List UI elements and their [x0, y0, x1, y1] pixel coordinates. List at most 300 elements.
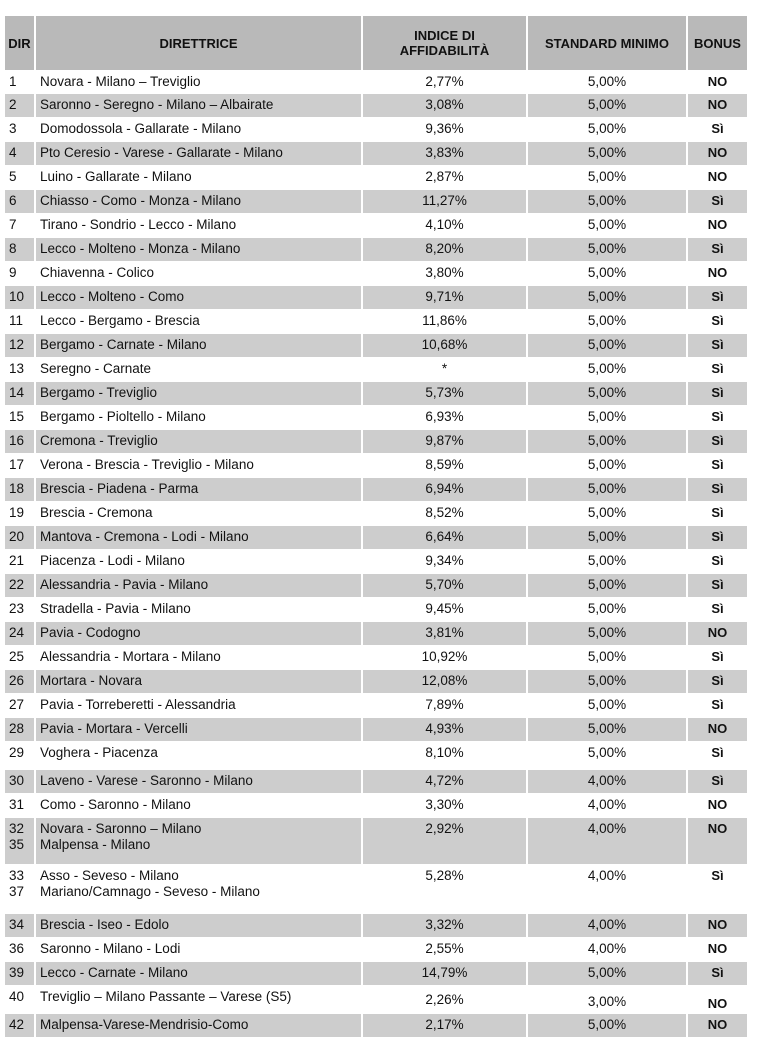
direttrice-cell	[36, 333, 363, 357]
table-row	[5, 525, 747, 549]
dir-cell	[5, 573, 36, 597]
bonus-cell	[688, 189, 747, 213]
dir-cell	[5, 645, 36, 669]
standard-cell	[528, 381, 688, 405]
indice-value: 12,08%	[421, 673, 468, 688]
bonus-value: Sì	[711, 409, 724, 424]
bonus-cell	[688, 985, 747, 1013]
header-standard: STANDARD MINIMO	[528, 16, 688, 70]
indice-value: 5,70%	[425, 577, 464, 592]
indice-value: 7,89%	[425, 697, 464, 712]
bonus-value: Sì	[711, 868, 724, 883]
indice-cell	[363, 213, 528, 237]
indice-cell	[363, 429, 528, 453]
dir-number: 24	[9, 625, 25, 640]
dir-number: 11	[9, 313, 24, 328]
bonus-cell	[688, 693, 747, 717]
direttrice-name: Verona - Brescia - Treviglio - Milano	[40, 457, 254, 472]
dir-number-secondary: 35	[9, 837, 25, 852]
direttrice-cell	[36, 549, 363, 573]
direttrice-name: Pavia - Codogno	[40, 625, 141, 640]
direttrice-name: Malpensa-Varese-Mendrisio-Como	[40, 1017, 249, 1032]
bonus-value: Sì	[711, 457, 724, 472]
bonus-value: NO	[707, 217, 728, 232]
reliability-table	[5, 16, 747, 1037]
direttrice-cell	[36, 309, 363, 333]
table-row	[5, 405, 747, 429]
standard-value: 5,00%	[587, 385, 627, 400]
bonus-cell	[688, 165, 747, 189]
table-row	[5, 189, 747, 213]
direttrice-cell	[36, 693, 363, 717]
bonus-cell	[688, 717, 747, 741]
direttrice-cell	[36, 597, 363, 621]
direttrice-cell	[36, 864, 363, 913]
indice-value: 3,81%	[425, 625, 464, 640]
header-indice-line1: INDICE DI	[414, 28, 475, 43]
dir-number: 42	[9, 1017, 25, 1032]
bonus-value: Sì	[711, 481, 724, 496]
indice-value: 10,68%	[421, 337, 468, 352]
dir-number: 40	[9, 989, 25, 1004]
bonus-cell	[688, 1013, 747, 1037]
direttrice-name: Chiavenna - Colico	[40, 265, 155, 280]
indice-value: 2,17%	[425, 1017, 464, 1032]
indice-cell	[363, 985, 528, 1013]
standard-cell	[528, 864, 688, 913]
standard-value: 4,00%	[587, 941, 627, 956]
indice-value: 8,10%	[425, 745, 464, 760]
table-row	[5, 429, 747, 453]
standard-cell	[528, 237, 688, 261]
dir-number: 14	[9, 385, 25, 400]
direttrice-name: Saronno - Milano - Lodi	[40, 941, 181, 956]
dir-cell	[5, 237, 36, 261]
direttrice-name: Pto Ceresio - Varese - Gallarate - Milano	[40, 145, 283, 160]
table-row	[5, 501, 747, 525]
indice-value: 5,73%	[425, 385, 464, 400]
indice-value: 6,93%	[425, 409, 464, 424]
direttrice-name: Brescia - Iseo - Edolo	[40, 917, 170, 932]
indice-cell	[363, 645, 528, 669]
table-row	[5, 381, 747, 405]
bonus-value: Sì	[711, 553, 724, 568]
dir-number: 22	[9, 577, 25, 592]
indice-value: 4,72%	[425, 773, 464, 788]
table-row	[5, 453, 747, 477]
direttrice-name: Chiasso - Como - Monza - Milano	[40, 193, 242, 208]
direttrice-name: Novara - Milano – Treviglio	[40, 74, 201, 89]
table-row	[5, 864, 747, 913]
bonus-value: Sì	[711, 385, 724, 400]
header-indice	[363, 16, 528, 70]
bonus-cell	[688, 309, 747, 333]
table-row	[5, 261, 747, 285]
indice-cell	[363, 117, 528, 141]
indice-value: 8,20%	[425, 241, 464, 256]
bonus-value: Sì	[711, 529, 724, 544]
dir-cell	[5, 213, 36, 237]
table-body	[5, 70, 747, 1037]
dir-number: 32	[9, 821, 25, 836]
standard-cell	[528, 645, 688, 669]
standard-cell	[528, 261, 688, 285]
direttrice-name-secondary: Malpensa - Milano	[40, 837, 151, 852]
indice-cell	[363, 141, 528, 165]
standard-cell	[528, 117, 688, 141]
standard-value: 5,00%	[587, 97, 627, 112]
standard-cell	[528, 93, 688, 117]
bonus-value: NO	[707, 169, 728, 184]
dir-number: 15	[9, 409, 25, 424]
direttrice-cell	[36, 237, 363, 261]
dir-number: 29	[9, 745, 25, 760]
standard-cell	[528, 525, 688, 549]
dir-cell	[5, 669, 36, 693]
standard-value: 5,00%	[587, 697, 627, 712]
direttrice-name: Novara - Saronno – Milano	[40, 821, 202, 836]
standard-cell	[528, 405, 688, 429]
indice-value: 3,83%	[425, 145, 464, 160]
standard-cell	[528, 213, 688, 237]
direttrice-name: Tirano - Sondrio - Lecco - Milano	[40, 217, 237, 232]
indice-cell	[363, 669, 528, 693]
standard-cell	[528, 961, 688, 985]
bonus-cell	[688, 573, 747, 597]
dir-cell	[5, 261, 36, 285]
bonus-cell	[688, 937, 747, 961]
direttrice-name: Asso - Seveso - Milano	[40, 868, 179, 883]
bonus-cell	[688, 645, 747, 669]
indice-cell	[363, 864, 528, 913]
table-row	[5, 669, 747, 693]
direttrice-cell	[36, 357, 363, 381]
dir-cell	[5, 405, 36, 429]
direttrice-cell	[36, 453, 363, 477]
bonus-cell	[688, 793, 747, 817]
bonus-value: NO	[707, 721, 728, 736]
direttrice-cell	[36, 381, 363, 405]
indice-cell	[363, 717, 528, 741]
standard-value: 5,00%	[587, 74, 627, 89]
direttrice-name: Mantova - Cremona - Lodi - Milano	[40, 529, 249, 544]
indice-cell	[363, 741, 528, 769]
indice-value: 9,36%	[425, 121, 464, 136]
bonus-value: Sì	[711, 697, 724, 712]
bonus-value: NO	[707, 145, 728, 160]
direttrice-name: Lecco - Carnate - Milano	[40, 965, 188, 980]
direttrice-name: Alessandria - Pavia - Milano	[40, 577, 209, 592]
header-row	[5, 16, 747, 70]
dir-cell	[5, 793, 36, 817]
indice-value: 14,79%	[421, 965, 468, 980]
bonus-value: Sì	[711, 773, 724, 788]
standard-cell	[528, 70, 688, 93]
table-row	[5, 985, 747, 1013]
indice-cell	[363, 549, 528, 573]
bonus-cell	[688, 961, 747, 985]
standard-cell	[528, 573, 688, 597]
dir-cell	[5, 70, 36, 93]
standard-value: 5,00%	[587, 721, 627, 736]
standard-value: 5,00%	[587, 649, 627, 664]
standard-value: 5,00%	[587, 313, 627, 328]
table-row	[5, 817, 747, 864]
standard-value: 5,00%	[587, 145, 627, 160]
dir-number: 27	[9, 697, 25, 712]
bonus-value: Sì	[711, 241, 724, 256]
bonus-cell	[688, 117, 747, 141]
direttrice-cell	[36, 261, 363, 285]
indice-cell	[363, 93, 528, 117]
dir-number-secondary: 37	[9, 884, 25, 899]
direttrice-cell	[36, 405, 363, 429]
bonus-value: NO	[707, 265, 728, 280]
standard-value: 4,00%	[587, 821, 627, 836]
bonus-value: Sì	[711, 361, 724, 376]
dir-cell	[5, 769, 36, 793]
indice-cell	[363, 405, 528, 429]
direttrice-name: Treviglio – Milano Passante – Varese (S5)	[40, 989, 292, 1004]
direttrice-cell	[36, 793, 363, 817]
bonus-value: Sì	[711, 745, 724, 760]
bonus-cell	[688, 141, 747, 165]
dir-number: 33	[9, 868, 25, 883]
dir-cell	[5, 1013, 36, 1037]
direttrice-name: Mortara - Novara	[40, 673, 143, 688]
table-row	[5, 793, 747, 817]
indice-value: 2,92%	[425, 821, 464, 836]
dir-number: 25	[9, 649, 25, 664]
header-indice-line2: AFFIDABILITÀ	[399, 43, 490, 58]
indice-cell	[363, 817, 528, 864]
standard-cell	[528, 189, 688, 213]
indice-value: 3,08%	[425, 97, 464, 112]
bonus-cell	[688, 333, 747, 357]
header-direttrice: DIRETTRICE	[36, 16, 363, 70]
table-row	[5, 549, 747, 573]
dir-number: 1	[9, 74, 17, 89]
table-row	[5, 597, 747, 621]
bonus-value: NO	[707, 917, 728, 932]
direttrice-name: Alessandria - Mortara - Milano	[40, 649, 221, 664]
bonus-cell	[688, 405, 747, 429]
dir-cell	[5, 717, 36, 741]
bonus-cell	[688, 237, 747, 261]
direttrice-cell	[36, 93, 363, 117]
direttrice-name: Stradella - Pavia - Milano	[40, 601, 191, 616]
header-bonus: BONUS	[688, 16, 747, 70]
indice-cell	[363, 261, 528, 285]
indice-value: 4,10%	[425, 217, 464, 232]
bonus-cell	[688, 453, 747, 477]
direttrice-cell	[36, 937, 363, 961]
bonus-cell	[688, 769, 747, 793]
bonus-cell	[688, 621, 747, 645]
standard-cell	[528, 453, 688, 477]
standard-value: 5,00%	[587, 241, 627, 256]
direttrice-cell	[36, 913, 363, 937]
bonus-cell	[688, 741, 747, 769]
dir-number: 31	[9, 797, 25, 812]
indice-cell	[363, 477, 528, 501]
table-row	[5, 913, 747, 937]
dir-cell	[5, 549, 36, 573]
standard-value: 4,00%	[587, 773, 627, 788]
direttrice-cell	[36, 525, 363, 549]
standard-cell	[528, 141, 688, 165]
table-row	[5, 357, 747, 381]
standard-cell	[528, 985, 688, 1013]
dir-number: 3	[9, 121, 17, 136]
table-row	[5, 117, 747, 141]
table-row	[5, 237, 747, 261]
standard-value: 5,00%	[587, 505, 627, 520]
standard-value: 5,00%	[587, 409, 627, 424]
indice-cell	[363, 597, 528, 621]
table-row	[5, 769, 747, 793]
direttrice-cell	[36, 1013, 363, 1037]
standard-value: 5,00%	[587, 361, 627, 376]
standard-cell	[528, 913, 688, 937]
bonus-value: Sì	[711, 505, 724, 520]
indice-cell	[363, 501, 528, 525]
indice-value: *	[441, 361, 448, 376]
dir-number: 20	[9, 529, 25, 544]
dir-cell	[5, 285, 36, 309]
bonus-value: Sì	[711, 965, 724, 980]
bonus-value: NO	[707, 821, 728, 836]
bonus-value: NO	[707, 1017, 728, 1032]
direttrice-cell	[36, 717, 363, 741]
dir-number: 6	[9, 193, 17, 208]
standard-value: 5,00%	[587, 577, 627, 592]
table-row	[5, 213, 747, 237]
table-row	[5, 165, 747, 189]
indice-value: 3,30%	[425, 797, 464, 812]
indice-value: 10,92%	[421, 649, 468, 664]
bonus-value: NO	[707, 74, 728, 89]
indice-cell	[363, 381, 528, 405]
indice-cell	[363, 621, 528, 645]
direttrice-name: Saronno - Seregno - Milano – Albairate	[40, 97, 274, 112]
indice-value: 5,28%	[425, 868, 464, 883]
bonus-cell	[688, 669, 747, 693]
table-row	[5, 333, 747, 357]
indice-value: 2,87%	[425, 169, 464, 184]
indice-value: 9,71%	[425, 289, 464, 304]
dir-number: 10	[9, 289, 25, 304]
indice-value: 8,59%	[425, 457, 464, 472]
bonus-cell	[688, 357, 747, 381]
standard-cell	[528, 333, 688, 357]
dir-cell	[5, 864, 36, 913]
bonus-value: Sì	[711, 673, 724, 688]
dir-cell	[5, 937, 36, 961]
bonus-value: NO	[707, 941, 728, 956]
standard-cell	[528, 549, 688, 573]
indice-cell	[363, 937, 528, 961]
dir-number: 18	[9, 481, 25, 496]
indice-value: 4,93%	[425, 721, 464, 736]
indice-value: 6,94%	[425, 481, 464, 496]
header-dir: DIR	[5, 16, 36, 70]
direttrice-cell	[36, 70, 363, 93]
table-row	[5, 693, 747, 717]
dir-cell	[5, 985, 36, 1013]
bonus-value: Sì	[711, 289, 724, 304]
standard-value: 5,00%	[587, 625, 627, 640]
direttrice-cell	[36, 165, 363, 189]
standard-value: 5,00%	[587, 337, 627, 352]
direttrice-cell	[36, 769, 363, 793]
table-row	[5, 645, 747, 669]
table-row	[5, 937, 747, 961]
dir-cell	[5, 621, 36, 645]
indice-cell	[363, 237, 528, 261]
bonus-cell	[688, 864, 747, 913]
bonus-value: Sì	[711, 121, 724, 136]
standard-value: 4,00%	[587, 917, 627, 932]
bonus-cell	[688, 501, 747, 525]
standard-value: 5,00%	[587, 965, 627, 980]
dir-number: 30	[9, 773, 25, 788]
direttrice-cell	[36, 141, 363, 165]
bonus-cell	[688, 93, 747, 117]
table-row	[5, 961, 747, 985]
direttrice-name: Cremona - Treviglio	[40, 433, 158, 448]
standard-value: 3,00%	[587, 994, 627, 1009]
standard-value: 5,00%	[587, 265, 627, 280]
direttrice-name-secondary: Mariano/Camnago - Seveso - Milano	[40, 884, 260, 899]
direttrice-name: Lecco - Bergamo - Brescia	[40, 313, 200, 328]
bonus-value: NO	[707, 97, 728, 112]
direttrice-cell	[36, 189, 363, 213]
direttrice-name: Bergamo - Pioltello - Milano	[40, 409, 206, 424]
direttrice-cell	[36, 285, 363, 309]
bonus-value: NO	[707, 996, 728, 1011]
direttrice-cell	[36, 117, 363, 141]
direttrice-cell	[36, 669, 363, 693]
direttrice-cell	[36, 501, 363, 525]
indice-value: 6,64%	[425, 529, 464, 544]
indice-value: 2,77%	[425, 74, 464, 89]
dir-number: 28	[9, 721, 25, 736]
dir-number: 2	[9, 97, 17, 112]
standard-value: 5,00%	[587, 745, 627, 760]
dir-cell	[5, 429, 36, 453]
table-row	[5, 741, 747, 769]
indice-cell	[363, 769, 528, 793]
direttrice-name: Bergamo - Carnate - Milano	[40, 337, 207, 352]
standard-value: 5,00%	[587, 553, 627, 568]
dir-number: 7	[9, 217, 17, 232]
bonus-cell	[688, 285, 747, 309]
direttrice-name: Voghera - Piacenza	[40, 745, 158, 760]
direttrice-name: Domodossola - Gallarate - Milano	[40, 121, 242, 136]
bonus-cell	[688, 429, 747, 453]
indice-cell	[363, 453, 528, 477]
dir-number: 36	[9, 941, 25, 956]
bonus-value: Sì	[711, 649, 724, 664]
bonus-cell	[688, 70, 747, 93]
dir-cell	[5, 597, 36, 621]
standard-cell	[528, 717, 688, 741]
standard-value: 5,00%	[587, 121, 627, 136]
standard-value: 5,00%	[587, 193, 627, 208]
dir-cell	[5, 477, 36, 501]
direttrice-cell	[36, 817, 363, 864]
